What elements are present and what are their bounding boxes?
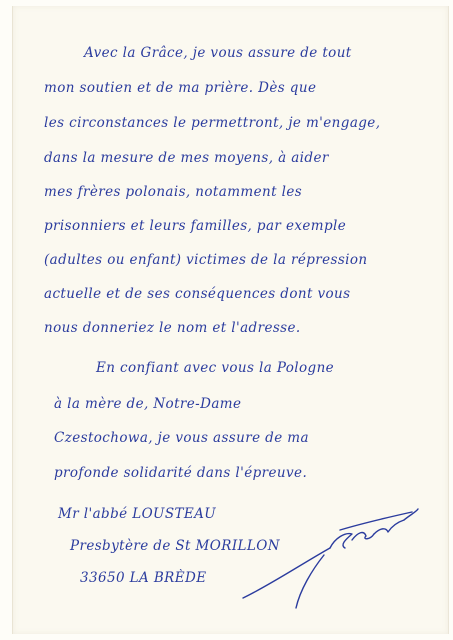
letter-line-8: actuelle et de ses conséquences dont vous xyxy=(44,286,351,302)
letter-line-4: dans la mesure de mes moyens, à aider xyxy=(44,150,329,166)
letter-line-12: Czestochowa, je vous assure de ma xyxy=(54,430,309,446)
sender-address-line-2: 33650 LA BRÈDE xyxy=(80,570,207,586)
sender-address-line-1: Presbytère de St MORILLON xyxy=(70,538,280,554)
sender-name: Mr l'abbé LOUSTEAU xyxy=(58,506,217,522)
letter-line-7: (adultes ou enfant) victimes de la répression xyxy=(44,252,368,268)
letter-line-1: Avec la Grâce, je vous assure de tout xyxy=(84,45,352,61)
letter-line-5: mes frères polonais, notamment les xyxy=(44,184,303,200)
letter-line-9: nous donneriez le nom et l'adresse. xyxy=(44,320,301,336)
letter-line-10: En confiant avec vous la Pologne xyxy=(96,360,335,376)
letter-line-2: mon soutien et de ma prière. Dès que xyxy=(44,80,317,96)
letter-line-3: les circonstances le permettront, je m'engage, xyxy=(44,115,381,131)
letter-line-13: profonde solidarité dans l'épreuve. xyxy=(54,465,308,481)
letter-line-11: à la mère de, Notre-Dame xyxy=(54,396,242,412)
letter-line-6: prisonniers et leurs familles, par exemple xyxy=(44,218,347,234)
